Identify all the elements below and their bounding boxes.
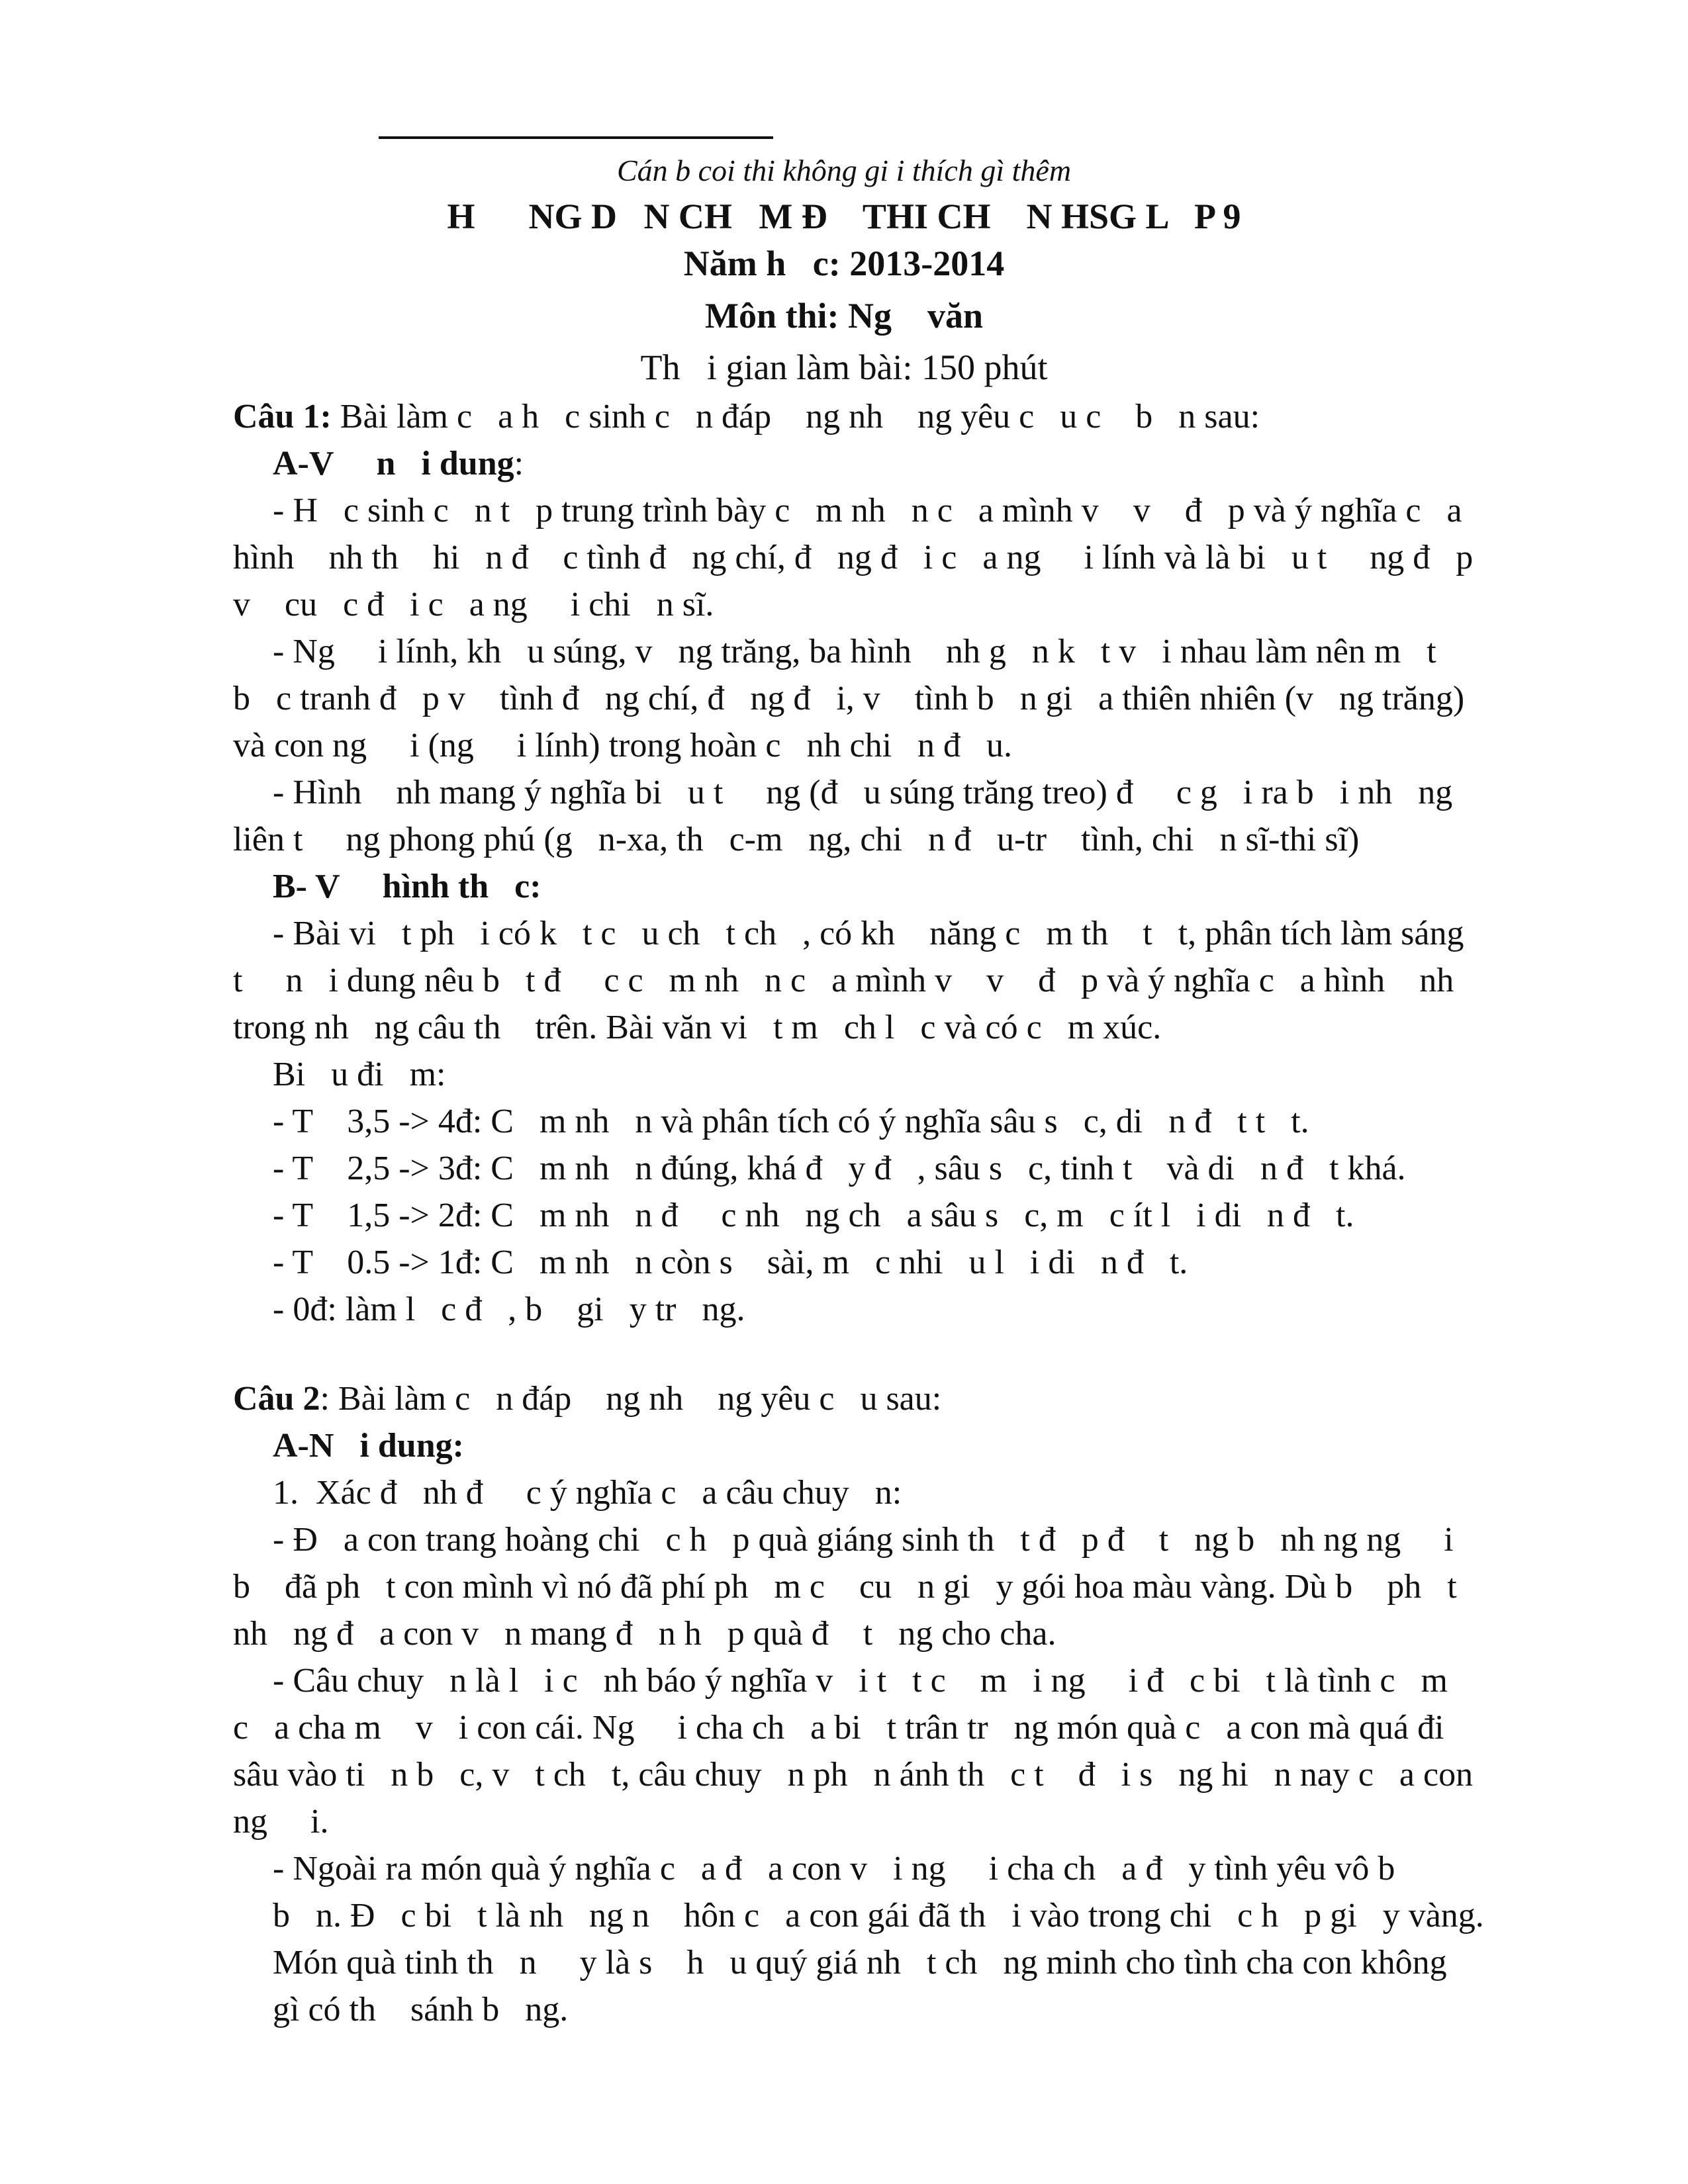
paragraph-line: sâu vào ti n b c, v t ch t, câu chuy n ph n ánh th c t đ i s ng hi n nay c a con bbox=[233, 1756, 1474, 1794]
document-body bbox=[233, 393, 1530, 2033]
paragraph-line: - Đ a con trang hoàng chi c h p quà giáng sinh th t đ p đ t ng b nh ng ng i bbox=[273, 1521, 1454, 1559]
question-2-label: Câu 2 bbox=[233, 1380, 320, 1418]
paragraph-line: b c tranh đ p v tình đ ng chí, đ ng đ i, v tình b n gi a thiên nhiên (v ng trăng) bbox=[233, 680, 1465, 717]
paragraph-line: - H c sinh c n t p trung trình bày c m nh n c a mình v v đ p và ý nghĩa c a bbox=[273, 492, 1462, 529]
paragraph-line: b n. Đ c bi t là nh ng n hôn c a con gái đã th i vào trong chi c h p gi y vàng. bbox=[273, 1897, 1484, 1934]
paragraph-line: v cu c đ i c a ng i chi n sĩ. bbox=[233, 586, 714, 623]
school-year: Năm h c: 2013-2014 bbox=[683, 244, 1005, 283]
rubric-item: - T 1,5 -> 2đ: C m nh n đ c nh ng ch a sâu s c, m c ít l i di n đ t. bbox=[273, 1197, 1354, 1234]
paragraph-line: b đã ph t con mình vì nó đã phí ph m c cu n gi y gói hoa màu vàng. Dù b ph t bbox=[233, 1568, 1457, 1606]
paragraph-line: gì có th sánh b ng. bbox=[273, 1991, 569, 2028]
q1-part-a-heading: A-V n i dung: bbox=[273, 445, 524, 482]
rubric-item: - 0đ: làm l c đ , b gi y tr ng. bbox=[273, 1291, 745, 1328]
question-1-label: Câu 1: bbox=[233, 398, 332, 435]
q2-point-1: 1. Xác đ nh đ c ý nghĩa c a câu chuy n: bbox=[273, 1474, 902, 1512]
invigilator-note: Cán b coi thi không gi i thích gì thêm bbox=[616, 154, 1072, 187]
subject: Môn thi: Ng văn bbox=[704, 296, 984, 336]
paragraph-line: nh ng đ a con v n mang đ n h p quà đ t ng cho cha. bbox=[233, 1615, 1056, 1653]
top-divider bbox=[379, 136, 773, 139]
paragraph-line: - Ngoài ra món quà ý nghĩa c a đ a con v i ng i cha ch a đ y tình yêu vô b bbox=[273, 1850, 1395, 1888]
question-2-intro: : Bài làm c n đáp ng nh ng yêu c u sau: bbox=[320, 1380, 942, 1418]
rubric-item: - T 2,5 -> 3đ: C m nh n đúng, khá đ y đ , sâu s c, tinh t và di n đ t khá. bbox=[273, 1150, 1406, 1187]
paragraph-line: - Ng i lính, kh u súng, v ng trăng, ba hình nh g n k t v i nhau làm nên m t bbox=[273, 633, 1436, 670]
paragraph-line: Món quà tinh th n y là s h u quý giá nh t ch ng minh cho tình cha con không bbox=[273, 1944, 1447, 1981]
rubric-item: - T 3,5 -> 4đ: C m nh n và phân tích có ý nghĩa sâu s c, di n đ t t t. bbox=[273, 1103, 1309, 1140]
paragraph-line: - Câu chuy n là l i c nh báo ý nghĩa v i t t c m i ng i đ c bi t là tình c m bbox=[273, 1662, 1448, 1700]
section-gap bbox=[233, 1333, 1530, 1375]
paragraph-line: t n i dung nêu b t đ c c m nh n c a mình v v đ p và ý nghĩa c a hình nh bbox=[233, 962, 1454, 999]
question-2-heading bbox=[233, 1375, 1530, 1422]
paragraph-line: - Hình nh mang ý nghĩa bi u t ng (đ u súng trăng treo) đ c g i ra b i nh ng bbox=[273, 774, 1453, 811]
paragraph-line: hình nh th hi n đ c tình đ ng chí, đ ng đ i c a ng i lính và là bi u t ng đ p bbox=[233, 539, 1474, 576]
document-title: H NG D N CH M Đ THI CH N HSG L P 9 bbox=[447, 197, 1241, 236]
exam-duration: Th i gian làm bài: 150 phút bbox=[640, 347, 1048, 387]
question-1-heading bbox=[233, 393, 1530, 440]
rubric-item: - T 0.5 -> 1đ: C m nh n còn s sài, m c nhi u l i di n đ t. bbox=[273, 1244, 1188, 1281]
q1-part-b-heading: B- V hình th c: bbox=[273, 868, 541, 905]
paragraph-line: và con ng i (ng i lính) trong hoàn c nh chi n đ u. bbox=[233, 727, 1013, 764]
paragraph-line: liên t ng phong phú (g n-xa, th c-m ng, chi n đ u-tr tình, chi n sĩ-thi sĩ) bbox=[233, 821, 1360, 858]
question-1-intro: Bài làm c a h c sinh c n đáp ng nh ng yêu c u c b n sau: bbox=[331, 398, 1260, 435]
paragraph-line: trong nh ng câu th trên. Bài văn vi t m ch l c và có c m xúc. bbox=[233, 1009, 1162, 1046]
paragraph-line: c a cha m v i con cái. Ng i cha ch a bi t trân tr ng món quà c a con mà quá đi bbox=[233, 1709, 1444, 1747]
paragraph-line: - Bài vi t ph i có k t c u ch t ch , có kh năng c m th t t, phân tích làm sáng bbox=[273, 915, 1464, 952]
paragraph-line: ng i. bbox=[233, 1803, 329, 1841]
q2-part-a-heading: A-N i dung: bbox=[273, 1427, 464, 1465]
rubric-label: Bi u đi m: bbox=[273, 1056, 446, 1093]
